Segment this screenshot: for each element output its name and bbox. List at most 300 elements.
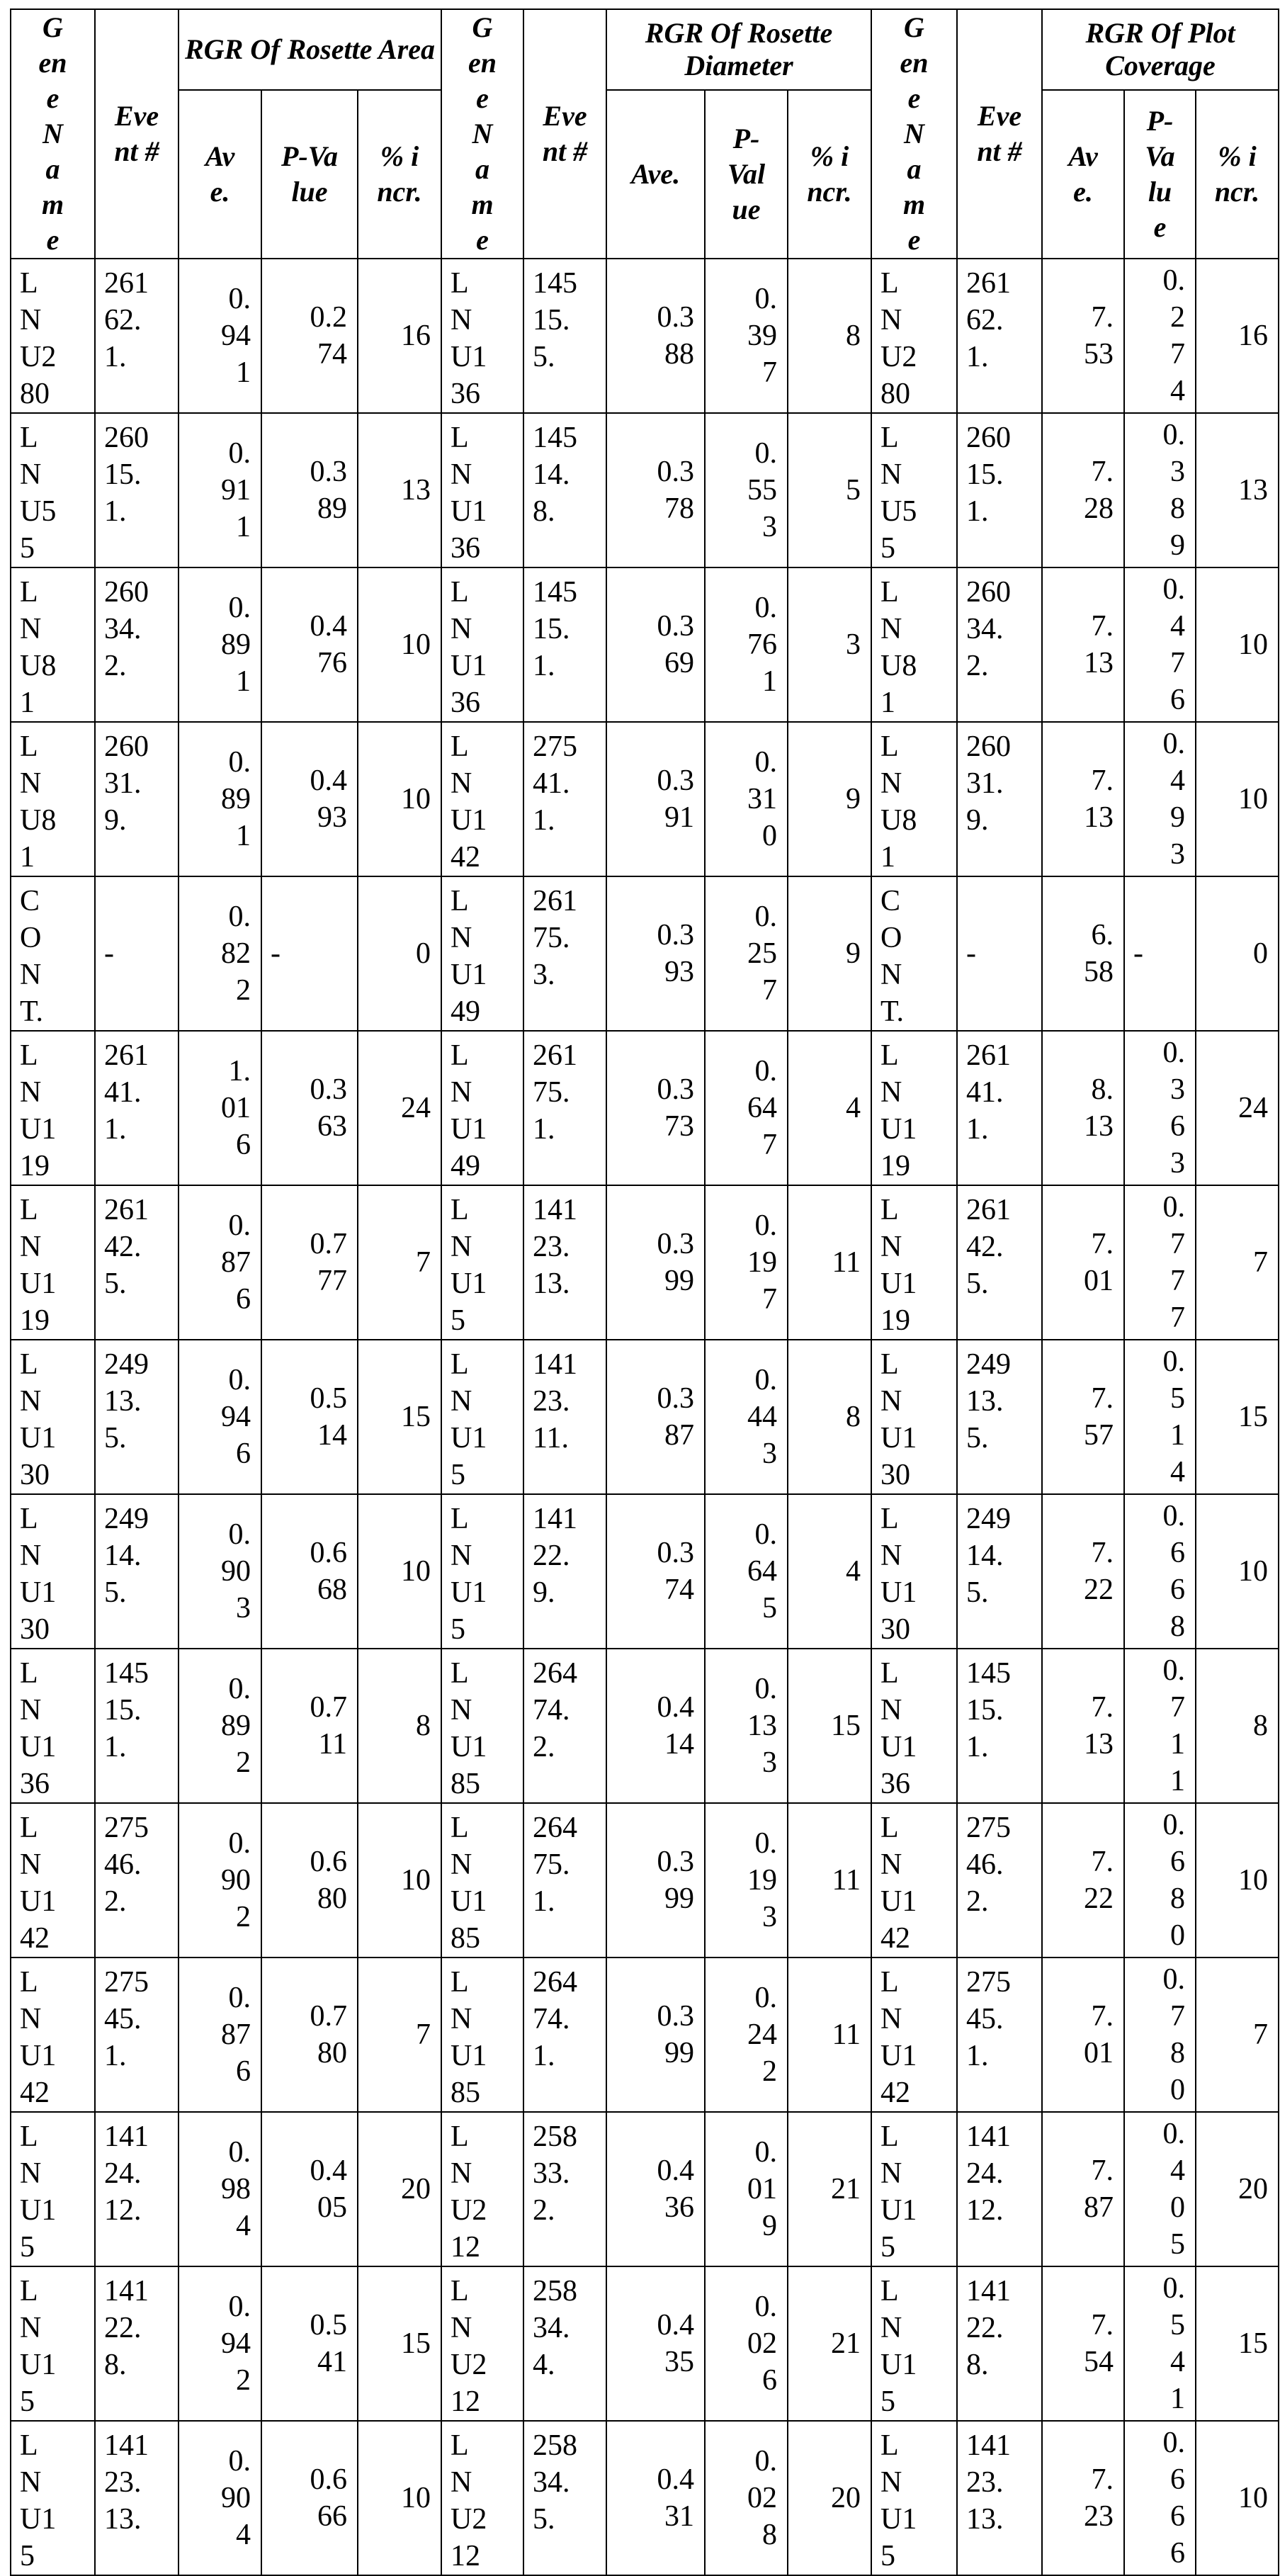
ave-value: 7.22 [1084, 1537, 1114, 1606]
ave-cell [1042, 259, 1124, 413]
event-cell [957, 1185, 1042, 1340]
event-cell [957, 1031, 1042, 1185]
p-value-value: 0.443 [747, 1364, 777, 1470]
p-value-cell [705, 722, 788, 876]
table-row [11, 1649, 1279, 1803]
gene-name-value: LNU142 [20, 1812, 57, 1955]
ave-cell [179, 1649, 261, 1803]
ave-value: 0.399 [657, 1228, 694, 1297]
gene-name-cell [11, 876, 95, 1031]
ave-value: 7.54 [1084, 2309, 1114, 2378]
ave-cell [179, 2266, 261, 2421]
gene-name-value: LNU81 [20, 730, 57, 874]
ave-value: 0.399 [657, 2000, 694, 2069]
percent-incr-value: 20 [831, 2482, 861, 2514]
ave-value: 6.58 [1084, 919, 1114, 988]
event-cell [957, 2112, 1042, 2266]
event-value: 26475.1. [533, 1812, 577, 1918]
gene-name-value: LNU136 [451, 422, 487, 565]
gene-name-value: LNU280 [20, 267, 57, 410]
gene-name-value: LNU15 [451, 1348, 487, 1491]
gene-name-cell [441, 2112, 523, 2266]
gene-name-cell [441, 1185, 523, 1340]
p-value-value: 0.133 [747, 1673, 777, 1779]
p-value-cell [261, 1185, 358, 1340]
header-row-groups [11, 9, 1279, 90]
percent-incr-value: 9 [846, 783, 861, 815]
p-value-value: 0.514 [1162, 1345, 1185, 1488]
percent-incr-cell [788, 1803, 871, 1958]
event-cell [95, 413, 179, 567]
event-cell [957, 1958, 1042, 2112]
event-value: 26474.2. [533, 1657, 577, 1763]
gene-name-value: CONT. [20, 885, 44, 1028]
event-value: 14515.1. [104, 1657, 149, 1763]
event-value: 27546.2. [966, 1812, 1011, 1918]
gene-name-cell [871, 1649, 957, 1803]
p-value-cell [705, 2421, 788, 2575]
p-value-cell [1124, 567, 1196, 722]
percent-incr-cell [1196, 1649, 1279, 1803]
p-value-cell [261, 1649, 358, 1803]
ave-cell [179, 1494, 261, 1649]
ave-cell [179, 413, 261, 567]
gene-name-cell [871, 722, 957, 876]
percent-incr-value: 8 [846, 320, 861, 352]
p-value-value: - [1133, 937, 1143, 970]
ave-value: 0.891 [221, 746, 251, 852]
event-value: 14124.12. [104, 2120, 149, 2227]
gene-name-cell [11, 2421, 95, 2575]
gene-name-value: LNU81 [880, 576, 917, 719]
percent-incr-value: 24 [1238, 1092, 1268, 1124]
gene-name-cell [11, 1494, 95, 1649]
gene-name-value: LNU185 [451, 1966, 487, 2109]
percent-incr-value: 11 [832, 1864, 861, 1897]
gene-name-value: LNU142 [451, 730, 487, 874]
percent-incr-value: 10 [1238, 1555, 1268, 1588]
event-value: 26474.1. [533, 1966, 577, 2072]
percent-incr-value: 15 [1238, 1401, 1268, 1433]
ave-value: 0.984 [221, 2136, 251, 2242]
event-value: 25834.4. [533, 2275, 577, 2381]
percent-incr-cell [358, 1494, 441, 1649]
gene-name-cell [871, 1031, 957, 1185]
event-value: 14515.1. [533, 576, 577, 682]
p-value-cell [1124, 1494, 1196, 1649]
table-row [11, 1340, 1279, 1494]
percent-incr-value: 7 [1253, 1246, 1268, 1279]
p-value-value: 0.193 [747, 1827, 777, 1933]
gene-name-cell [441, 567, 523, 722]
table-row [11, 259, 1279, 413]
gene-name-value: LNU15 [880, 2429, 917, 2572]
gene-name-value: LNU15 [880, 2120, 917, 2264]
p-value-cell [1124, 2421, 1196, 2575]
event-value: 26031.9. [104, 730, 149, 837]
p-value-cell [1124, 1340, 1196, 1494]
p-value-cell [261, 2421, 358, 2575]
p-value-cell [1124, 1649, 1196, 1803]
event-cell [957, 722, 1042, 876]
p-value-value: 0.680 [1162, 1809, 1185, 1952]
ave-value: 0.942 [221, 2290, 251, 2397]
gene-name-value: LNU142 [20, 1966, 57, 2109]
event-cell [523, 2421, 606, 2575]
gene-name-value: LNU130 [20, 1348, 57, 1491]
p-value-value: 0.493 [1162, 728, 1185, 871]
p-value-value: 0.514 [310, 1382, 347, 1452]
gene-name-cell [871, 1185, 957, 1340]
p-value-value: 0.274 [1162, 264, 1185, 407]
gene-name-value: LNU55 [20, 422, 57, 565]
event-cell [95, 2112, 179, 2266]
event-value: 26142.5. [966, 1194, 1011, 1300]
gene-name-value: LNU142 [880, 1812, 917, 1955]
ave-cell [1042, 1340, 1124, 1494]
ave-header: Ave. [179, 90, 261, 259]
percent-incr-value: 11 [832, 1246, 861, 1279]
ave-cell [1042, 1031, 1124, 1185]
event-value: 26141.1. [966, 1039, 1011, 1146]
p-value-cell [1124, 1803, 1196, 1958]
percent-incr-cell [358, 1185, 441, 1340]
p-value-value: 0.645 [747, 1518, 777, 1625]
p-value-value: 0.405 [310, 2154, 347, 2224]
gene-name-cell [11, 1185, 95, 1340]
percent-incr-cell [358, 876, 441, 1031]
event-value: 14122.9. [533, 1503, 577, 1609]
gene-name-value: LNU142 [880, 1966, 917, 2109]
event-value: 24913.5. [104, 1348, 149, 1454]
percent-incr-cell [788, 722, 871, 876]
percent-incr-value: 7 [416, 1246, 431, 1279]
p-value-cell [1124, 2266, 1196, 2421]
gene-name-header: Gene Name [441, 9, 523, 259]
event-cell [957, 1340, 1042, 1494]
p-value-header: P-Value [705, 90, 788, 259]
p-value-value: 0.777 [310, 1228, 347, 1297]
gene-name-cell [11, 1031, 95, 1185]
p-value-value: 0.476 [1162, 573, 1185, 716]
event-value: 27545.1. [104, 1966, 149, 2072]
event-cell [523, 1494, 606, 1649]
event-cell [523, 1340, 606, 1494]
gene-name-value: LNU185 [451, 1812, 487, 1955]
ave-cell [606, 413, 705, 567]
ave-cell [606, 1494, 705, 1649]
p-value-value: 0.363 [310, 1073, 347, 1143]
ave-cell [179, 2421, 261, 2575]
event-value: 14123.13. [533, 1194, 577, 1300]
results-table [10, 9, 1279, 2576]
event-cell [957, 2266, 1042, 2421]
table-row [11, 1185, 1279, 1340]
gene-name-value: LNU212 [451, 2429, 487, 2572]
ave-cell [179, 1340, 261, 1494]
event-cell [523, 567, 606, 722]
event-cell [957, 567, 1042, 722]
p-value-value: 0.668 [1162, 1500, 1185, 1643]
gene-name-cell [11, 2266, 95, 2421]
p-value-cell [261, 1958, 358, 2112]
gene-name-cell [11, 722, 95, 876]
ave-cell [1042, 876, 1124, 1031]
ave-value: 7.13 [1084, 610, 1114, 679]
event-cell [957, 1494, 1042, 1649]
ave-value: 7.01 [1084, 1228, 1114, 1297]
ave-cell [1042, 1494, 1124, 1649]
p-value-value: 0.028 [747, 2445, 777, 2551]
gene-name-value: LNU130 [880, 1503, 917, 1646]
event-value: 26015.1. [966, 422, 1011, 528]
p-value-cell [705, 1185, 788, 1340]
gene-name-value: LNU15 [880, 2275, 917, 2418]
ave-value: 0.388 [657, 301, 694, 371]
ave-value: 0.902 [221, 1827, 251, 1933]
gene-name-value: LNU280 [880, 267, 917, 410]
gene-name-value: CONT. [880, 885, 905, 1028]
p-value-cell [261, 876, 358, 1031]
p-value-cell [705, 1649, 788, 1803]
percent-incr-value: 10 [1238, 1864, 1268, 1897]
ave-value: 7.53 [1084, 301, 1114, 371]
event-value: 26141.1. [104, 1039, 149, 1146]
percent-incr-cell [1196, 722, 1279, 876]
percent-incr-value: 10 [1238, 2482, 1268, 2514]
gene-name-value: LNU136 [20, 1657, 57, 1800]
percent-incr-value: 8 [1253, 1710, 1268, 1742]
p-value-cell [1124, 1031, 1196, 1185]
percent-incr-cell [358, 259, 441, 413]
event-cell [523, 413, 606, 567]
p-value-cell [705, 2266, 788, 2421]
ave-value: 0.374 [657, 1537, 694, 1606]
gene-name-value: LNU119 [880, 1039, 917, 1182]
percent-incr-value: 0 [416, 937, 431, 970]
gene-name-value: LNU136 [880, 1657, 917, 1800]
percent-incr-value: 4 [846, 1555, 861, 1588]
percent-incr-cell [788, 876, 871, 1031]
percent-incr-cell [788, 1958, 871, 2112]
ave-cell [179, 567, 261, 722]
ave-value: 0.822 [221, 900, 251, 1007]
p-value-cell [261, 567, 358, 722]
p-value-value: 0.541 [310, 2309, 347, 2378]
event-value: 14515.1. [966, 1657, 1011, 1763]
event-cell [523, 2112, 606, 2266]
percent-incr-value: 8 [416, 1710, 431, 1742]
gene-name-cell [441, 1340, 523, 1494]
p-value-cell [261, 2266, 358, 2421]
percent-incr-value: 21 [831, 2327, 861, 2360]
ave-value: 0.399 [657, 1846, 694, 1915]
event-value: 14124.12. [966, 2120, 1011, 2227]
p-value-cell [261, 259, 358, 413]
p-value-header: P-Value [261, 90, 358, 259]
percent-incr-cell [788, 1649, 871, 1803]
percent-incr-header: % incr. [1196, 90, 1279, 259]
event-cell [95, 567, 179, 722]
percent-incr-value: 10 [1238, 628, 1268, 661]
p-value-value: 0.647 [747, 1055, 777, 1161]
p-value-value: 0.389 [310, 456, 347, 525]
percent-incr-value: 15 [831, 1710, 861, 1742]
event-cell [523, 1649, 606, 1803]
percent-incr-cell [1196, 413, 1279, 567]
p-value-value: 0.668 [310, 1537, 347, 1606]
ave-value: 0.435 [657, 2309, 694, 2378]
event-value: 14123.13. [966, 2429, 1011, 2536]
ave-cell [606, 1185, 705, 1340]
event-value: 24913.5. [966, 1348, 1011, 1454]
ave-cell [179, 259, 261, 413]
gene-name-cell [11, 413, 95, 567]
p-value-header: P-Value [1124, 90, 1196, 259]
p-value-value: 0.242 [747, 1982, 777, 2088]
ave-cell [606, 2421, 705, 2575]
event-value: 24914.5. [104, 1503, 149, 1609]
ave-cell [1042, 567, 1124, 722]
gene-name-cell [11, 259, 95, 413]
percent-incr-cell [1196, 1340, 1279, 1494]
ave-cell [606, 2266, 705, 2421]
percent-incr-cell [1196, 2112, 1279, 2266]
p-value-value: 0.197 [747, 1209, 777, 1316]
event-header: Event # [523, 9, 606, 259]
percent-incr-cell [358, 1958, 441, 2112]
percent-incr-value: 7 [1253, 2018, 1268, 2051]
p-value-cell [261, 413, 358, 567]
ave-cell [606, 1649, 705, 1803]
event-value: 26015.1. [104, 422, 149, 528]
table-row [11, 1803, 1279, 1958]
percent-incr-value: 10 [401, 2482, 431, 2514]
p-value-cell [705, 1958, 788, 2112]
percent-incr-value: 3 [846, 628, 861, 661]
event-cell [95, 2421, 179, 2575]
gene-name-value: LNU15 [20, 2275, 57, 2418]
event-value: 14515.5. [533, 267, 577, 373]
gene-name-cell [441, 1494, 523, 1649]
gene-name-cell [871, 1803, 957, 1958]
percent-incr-cell [1196, 2266, 1279, 2421]
p-value-value: 0.680 [310, 1846, 347, 1915]
p-value-value: 0.389 [1162, 419, 1185, 562]
ave-value: 0.903 [221, 1518, 251, 1625]
gene-name-value: LNU119 [20, 1194, 57, 1337]
p-value-value: 0.493 [310, 764, 347, 834]
event-value: 25833.2. [533, 2120, 577, 2227]
gene-name-value: LNU212 [451, 2120, 487, 2264]
percent-incr-cell [1196, 876, 1279, 1031]
event-value: 26162.1. [104, 267, 149, 373]
table-row [11, 722, 1279, 876]
gene-name-cell [871, 2112, 957, 2266]
percent-incr-cell [358, 1649, 441, 1803]
percent-incr-value: 11 [832, 2018, 861, 2051]
event-value: 27545.1. [966, 1966, 1011, 2072]
percent-incr-value: 16 [1238, 320, 1268, 352]
ave-value: 0.387 [657, 1382, 694, 1452]
event-value: 14122.8. [966, 2275, 1011, 2381]
percent-incr-cell [788, 1340, 871, 1494]
ave-cell [179, 1958, 261, 2112]
gene-name-cell [871, 1958, 957, 2112]
gene-name-value: LNU81 [20, 576, 57, 719]
gene-name-cell [441, 1649, 523, 1803]
percent-incr-cell [788, 2266, 871, 2421]
ave-cell [179, 1803, 261, 1958]
event-cell [95, 1958, 179, 2112]
p-value-cell [1124, 413, 1196, 567]
p-value-value: 0.310 [747, 746, 777, 852]
percent-incr-cell [788, 1031, 871, 1185]
gene-name-cell [871, 1340, 957, 1494]
gene-name-value: LNU119 [20, 1039, 57, 1182]
gene-name-cell [441, 2266, 523, 2421]
gene-name-cell [441, 876, 523, 1031]
percent-incr-value: 10 [1238, 783, 1268, 815]
ave-cell [1042, 1803, 1124, 1958]
table-row [11, 1958, 1279, 2112]
gene-name-cell [871, 259, 957, 413]
p-value-cell [1124, 1958, 1196, 2112]
gene-name-cell [441, 259, 523, 413]
p-value-value: 0.476 [310, 610, 347, 679]
event-value: 26142.5. [104, 1194, 149, 1300]
gene-name-value: LNU119 [880, 1194, 917, 1337]
ave-value: 1.016 [221, 1055, 251, 1161]
event-cell [95, 722, 179, 876]
gene-name-cell [871, 2266, 957, 2421]
gene-name-cell [11, 567, 95, 722]
ave-cell [606, 722, 705, 876]
ave-value: 0.891 [221, 592, 251, 698]
p-value-cell [705, 259, 788, 413]
event-cell [95, 1340, 179, 1494]
gene-name-cell [871, 413, 957, 567]
percent-incr-cell [1196, 1494, 1279, 1649]
ave-value: 0.391 [657, 764, 694, 834]
gene-name-cell [11, 2112, 95, 2266]
p-value-value: 0.257 [747, 900, 777, 1007]
ave-cell [1042, 1649, 1124, 1803]
p-value-cell [1124, 259, 1196, 413]
event-cell [523, 1185, 606, 1340]
percent-incr-value: 7 [416, 2018, 431, 2051]
percent-incr-cell [358, 2266, 441, 2421]
event-cell [95, 1494, 179, 1649]
percent-incr-cell [788, 259, 871, 413]
ave-value: 8.13 [1084, 1073, 1114, 1143]
event-cell [523, 876, 606, 1031]
percent-incr-cell [358, 413, 441, 567]
gene-name-cell [441, 413, 523, 567]
ave-value: 7.57 [1084, 1382, 1114, 1452]
percent-incr-value: 20 [401, 2173, 431, 2205]
gene-name-value: LNU136 [451, 267, 487, 410]
table-row [11, 2266, 1279, 2421]
p-value-value: 0.777 [1162, 1191, 1185, 1334]
event-cell [957, 1649, 1042, 1803]
p-value-value: 0.397 [747, 283, 777, 389]
percent-incr-cell [788, 2112, 871, 2266]
p-value-cell [705, 1494, 788, 1649]
gene-name-value: LNU55 [880, 422, 917, 565]
table-row [11, 876, 1279, 1031]
ave-value: 0.378 [657, 456, 694, 525]
